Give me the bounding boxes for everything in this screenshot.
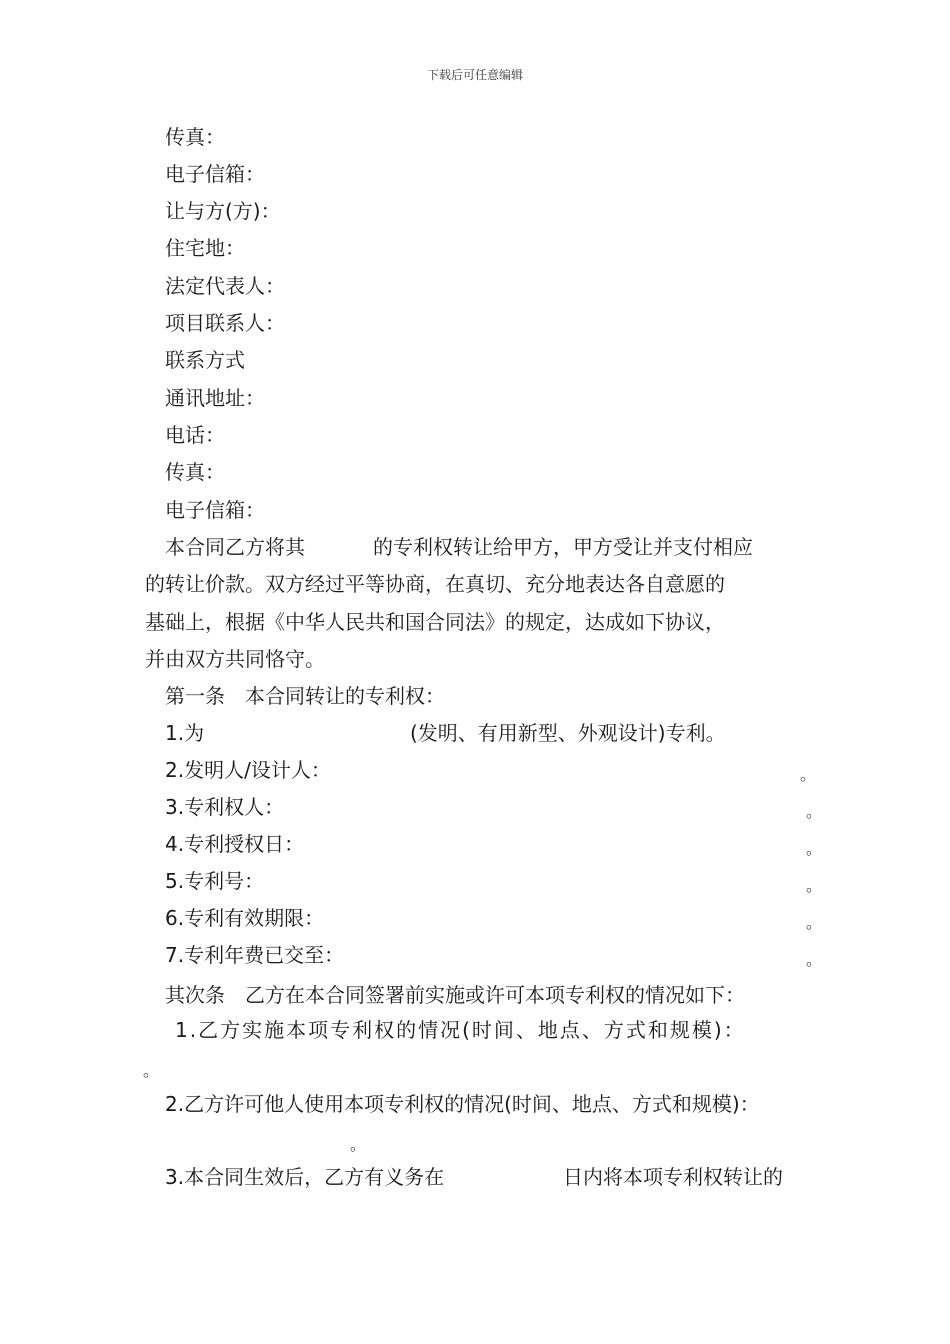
phone-label: 电话：	[165, 423, 225, 447]
fax-label: 传真：	[165, 125, 225, 149]
article1-item7: 7.专利年费已交至：	[165, 943, 345, 967]
contact-method-label: 联系方式	[165, 348, 245, 372]
article1-item1a: 1.为	[165, 721, 205, 745]
article1-item4-period: 。	[806, 839, 823, 858]
article2-item2: 2.乙方许可他人使用本项专利权的情况(时间、地点、方式和规模)：	[165, 1092, 760, 1116]
transferor-email-label: 电子信箱：	[165, 498, 265, 522]
article1-item4: 4.专利授权日：	[165, 832, 305, 856]
address-label: 住宅地：	[165, 236, 245, 260]
article2-item3a: 3.本合同生效后，乙方有义务在	[165, 1165, 445, 1189]
article1-item5-period: 。	[806, 876, 823, 895]
article1-item1b: (发明、有用新型、外观设计)专利。	[410, 721, 726, 745]
article2-item1: 1.乙方实施本项专利权的情况(时间、地点、方式和规模)：	[175, 1018, 746, 1042]
article1-item3-period: 。	[806, 802, 823, 821]
article1-item5: 5.专利号：	[165, 869, 265, 893]
article1-item3: 3.专利权人：	[165, 795, 285, 819]
preamble-line1b: 的专利权转让给甲方，甲方受让并支付相应	[373, 535, 753, 559]
article2-item3b: 日内将本项专利权转让的	[563, 1165, 783, 1189]
article1-item6-period: 。	[806, 913, 823, 932]
article1-item2: 2.发明人/设计人：	[165, 758, 331, 782]
article1-item2-period: 。	[800, 765, 817, 784]
transferor-fax-label: 传真：	[165, 460, 225, 484]
preamble-line4: 并由双方共同恪守。	[145, 647, 325, 671]
email-label: 电子信箱：	[165, 162, 265, 186]
preamble-line3: 基础上，根据《中华人民共和国合同法》的规定，达成如下协议，	[145, 610, 725, 634]
project-contact-label: 项目联系人：	[165, 311, 285, 335]
article2-item2-end: 。	[350, 1135, 367, 1154]
preamble-line2: 的转让价款。双方经过平等协商，在真切、充分地表达各自意愿的	[145, 572, 725, 596]
transferor-title: 让与方(方)：	[165, 199, 281, 223]
article2-title: 其次条 乙方在本合同签署前实施或许可本项专利权的情况如下：	[165, 983, 745, 1007]
article1-item7-period: 。	[806, 950, 823, 969]
article2-item1-end: 。	[143, 1061, 160, 1080]
mail-address-label: 通讯地址：	[165, 386, 265, 410]
legal-rep-label: 法定代表人：	[165, 274, 285, 298]
page-header: 下载后可任意编辑	[426, 68, 523, 82]
preamble-line1a: 本合同乙方将其	[165, 535, 305, 559]
article1-title: 第一条 本合同转让的专利权：	[165, 684, 445, 708]
article1-item6: 6.专利有效期限：	[165, 906, 325, 930]
